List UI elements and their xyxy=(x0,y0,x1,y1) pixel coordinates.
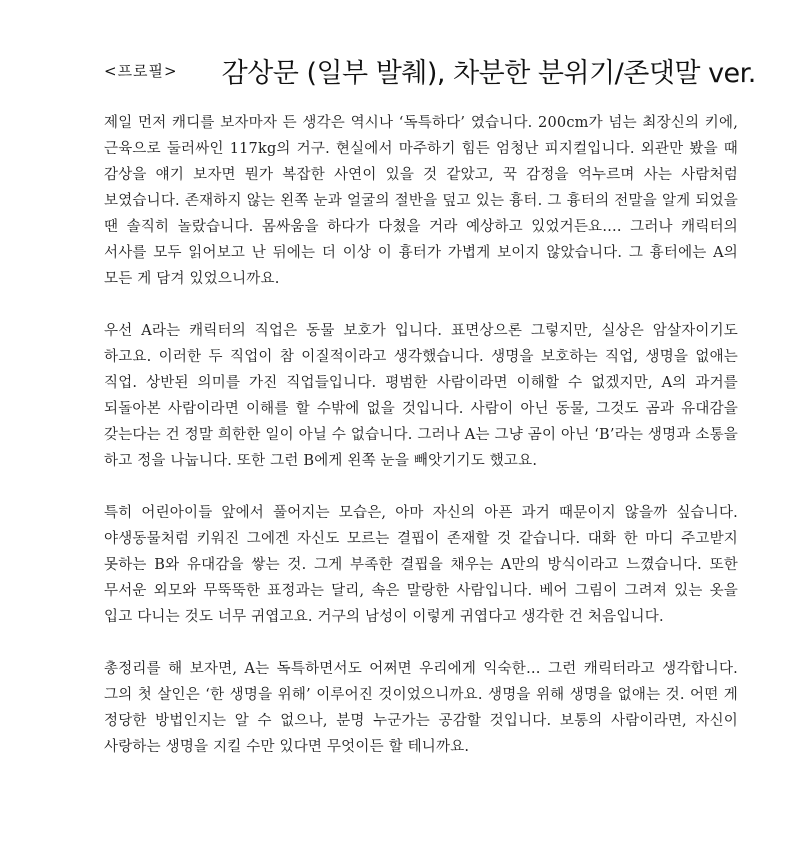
review-body xyxy=(104,110,738,760)
paragraph-2: 우선 A라는 캐릭터의 직업은 동물 보호가 입니다. 표면상으론 그렇지만, 실상은 암살자이기도 하고요. 이러한 두 직업이 참 이질적이라고 생각했습니다. 생명을 보호하는 직업, 생명을 없애는 직업. 상반된 의미를 가진 직업들입니다. 평범한 사람이라면 이해할 수 없겠지만, A의 과거를 되돌아본 사람이라면 이해를 할 수밖에 없을 것입니다. 사람이 아닌 동물, 그것도 곰과 유대감을 갖는다는 건 정말 희한한 일이 아닐 수 없습니다. 그러나 A는 그냥 곰이 아닌 ‘B’라는 생명과 소통을 하고 정을 나눕니다. 또한 그런 B에게 왼쪽 눈을 빼앗기기도 했고요. xyxy=(104,323,738,469)
paragraph-3: 특히 어린아이들 앞에서 풀어지는 모습은, 아마 자신의 아픈 과거 때문이지 않을까 싶습니다. 야생동물처럼 키워진 그에겐 자신도 모르는 결핍이 존재할 것 같습니다. 대화 한 마디 주고받지 못하는 B와 유대감을 쌓는 것. 그게 부족한 결핍을 채우는 A만의 방식이라고 느꼈습니다. 또한 무서운 외모와 무뚝뚝한 표정과는 달리, 속은 말랑한 사람입니다. 베어 그림이 그려져 있는 옷을 입고 다니는 것도 너무 귀엽고요. 거구의 남성이 이렇게 귀엽다고 생각한 건 처음입니다. xyxy=(104,505,738,625)
paragraph-1: 제일 먼저 캐디를 보자마자 든 생각은 역시나 ‘독특하다’ 였습니다. 200cm가 넘는 최장신의 키에, 근육으로 둘러싸인 117kg의 거구. 현실에서 마주하기 힘든 엄청난 피지컬입니다. 외관만 봤을 때 감상을 얘기 보자면 뭔가 복잡한 사연이 있을 것 같았고, 꾹 감정을 억누르며 사는 사람처럼 보였습니다. 존재하지 않는 왼쪽 눈과 얼굴의 절반을 덮고 있는 흉터. 그 흉터의 전말을 알게 되었을 땐 솔직히 놀랐습니다. 몸싸움을 하다가 다쳤을 거라 예상하고 있었거든요…. 그러나 캐릭터의 서사를 모두 읽어보고 난 뒤에는 더 이상 이 흉터가 가볍게 보이지 않았습니다. 그 흉터에는 A의 모든 게 담겨 있었으니까요. xyxy=(104,115,738,287)
page-header xyxy=(104,50,784,90)
profile-tag: <프로필> xyxy=(104,61,178,80)
paragraph-4: 총정리를 해 보자면, A는 독특하면서도 어쩌면 우리에게 익숙한… 그런 캐릭터라고 생각합니다. 그의 첫 살인은 ‘한 생명을 위해’ 이루어진 것이었으니까요. 생명을 위해 생명을 없애는 것. 어떤 게 정당한 방법인지는 알 수 없으나, 분명 누군가는 공감할 것입니다. 보통의 사람이라면, 자신이 사랑하는 생명을 지킬 수만 있다면 무엇이든 할 테니까요. xyxy=(104,661,738,755)
page-title: 감상문 (일부 발췌), 차분한 분위기/존댓말 ver. xyxy=(221,57,756,89)
